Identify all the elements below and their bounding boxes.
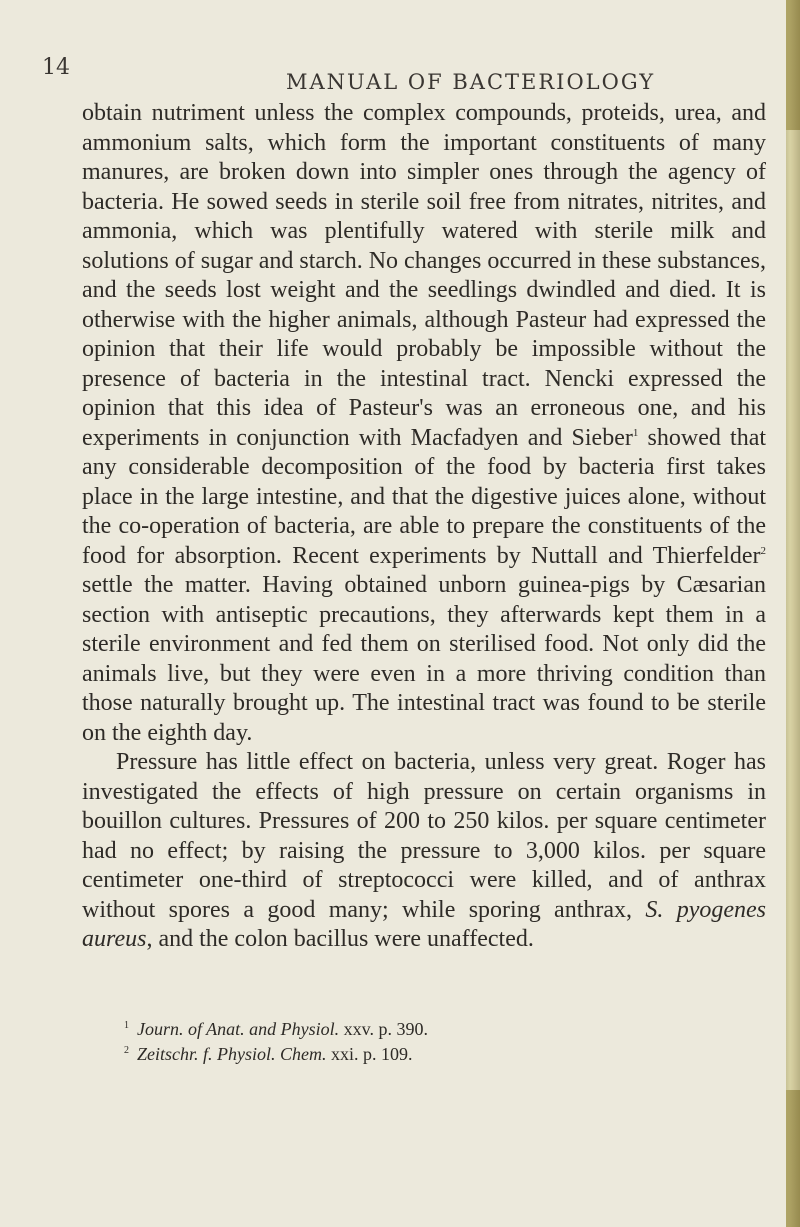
paragraph-2-text-a: Pressure has little effect on bacteria, unless very great. Roger has investigated the effects of high pressure on certain organisms in bouillon cultures. Pressures of 200 to 250 kilos. per square centimeter had no effect; by raising the pressure to 3,000 kilos. per square centimeter one-third of streptococci were killed, and of anthrax without spores a good many; while sporing anthrax,: [82, 749, 766, 923]
footnote-detail: xxi. p. 109.: [326, 1044, 413, 1064]
footnote-mark: 2: [124, 1045, 129, 1056]
page-edge: [786, 0, 800, 1227]
paragraph-1-text-c: settle the matter. Having obtained unborn guinea-pigs by Cæsarian section with antiseptic precautions, they afterwards kept them in a sterile environment and fed them on sterilised food. Not only did the animals live, but they were even in a more thriving condition than those naturally brought up. The intestinal tract was found to be sterile on the eighth day.: [82, 572, 766, 746]
species-name: S. pyogenes aureus: [82, 896, 767, 952]
paragraph-1: [82, 99, 766, 748]
page-number: 14: [42, 55, 70, 80]
running-head: MANUAL OF BACTERIOLOGY: [286, 70, 656, 94]
paragraph-2-text-b: , and the colon bacillus were unaffected.: [146, 926, 534, 952]
footnote-source: Journ. of Anat. and Physiol.: [137, 1019, 340, 1039]
paragraph-1-text-b: showed that any considerable decomposition of the food by bacteria first takes place in the large intestine, and that the digestive juices alone, without the co-operation of bacteria, are able to prepare the constituents of the food for absorption. Recent experiments by Nuttall and Thierfelder: [82, 424, 767, 569]
footnotes: [124, 1015, 428, 1065]
paragraph-2: [82, 748, 766, 955]
footnote-mark: 1: [124, 1020, 129, 1031]
body-text: [82, 99, 766, 955]
footnote-source: Zeitschr. f. Physiol. Chem.: [137, 1044, 327, 1064]
edge-shadow: [786, 0, 800, 130]
footnote-ref-2: 2: [760, 544, 766, 557]
footnote-detail: xxv. p. 390.: [339, 1019, 429, 1039]
footnote-2: [124, 1040, 428, 1065]
footnote-1: [124, 1015, 428, 1040]
paragraph-1-text-a: obtain nutriment unless the complex compounds, proteids, urea, and ammonium salts, which form the important constituents of many manures, are broken down into simpler ones through the agency of bacteria. He sowed seeds in sterile soil free from nitrates, nitrites, and ammonia, which was plentifully watered with sterile milk and solutions of sugar and starch. No changes occurred in these substances, and the seeds lost weight and the seedlings dwindled and died. It is otherwise with the higher animals, although Pasteur had expressed the opinion that their life would probably be impossible without the presence of bacteria in the intestinal tract. Nencki expressed the opinion that this idea of Pasteur's was an erroneous one, and his experiments in conjunction with Macfadyen and Sieber: [82, 100, 766, 451]
footnote-ref-1: 1: [632, 426, 639, 439]
edge-shadow: [786, 1090, 800, 1227]
